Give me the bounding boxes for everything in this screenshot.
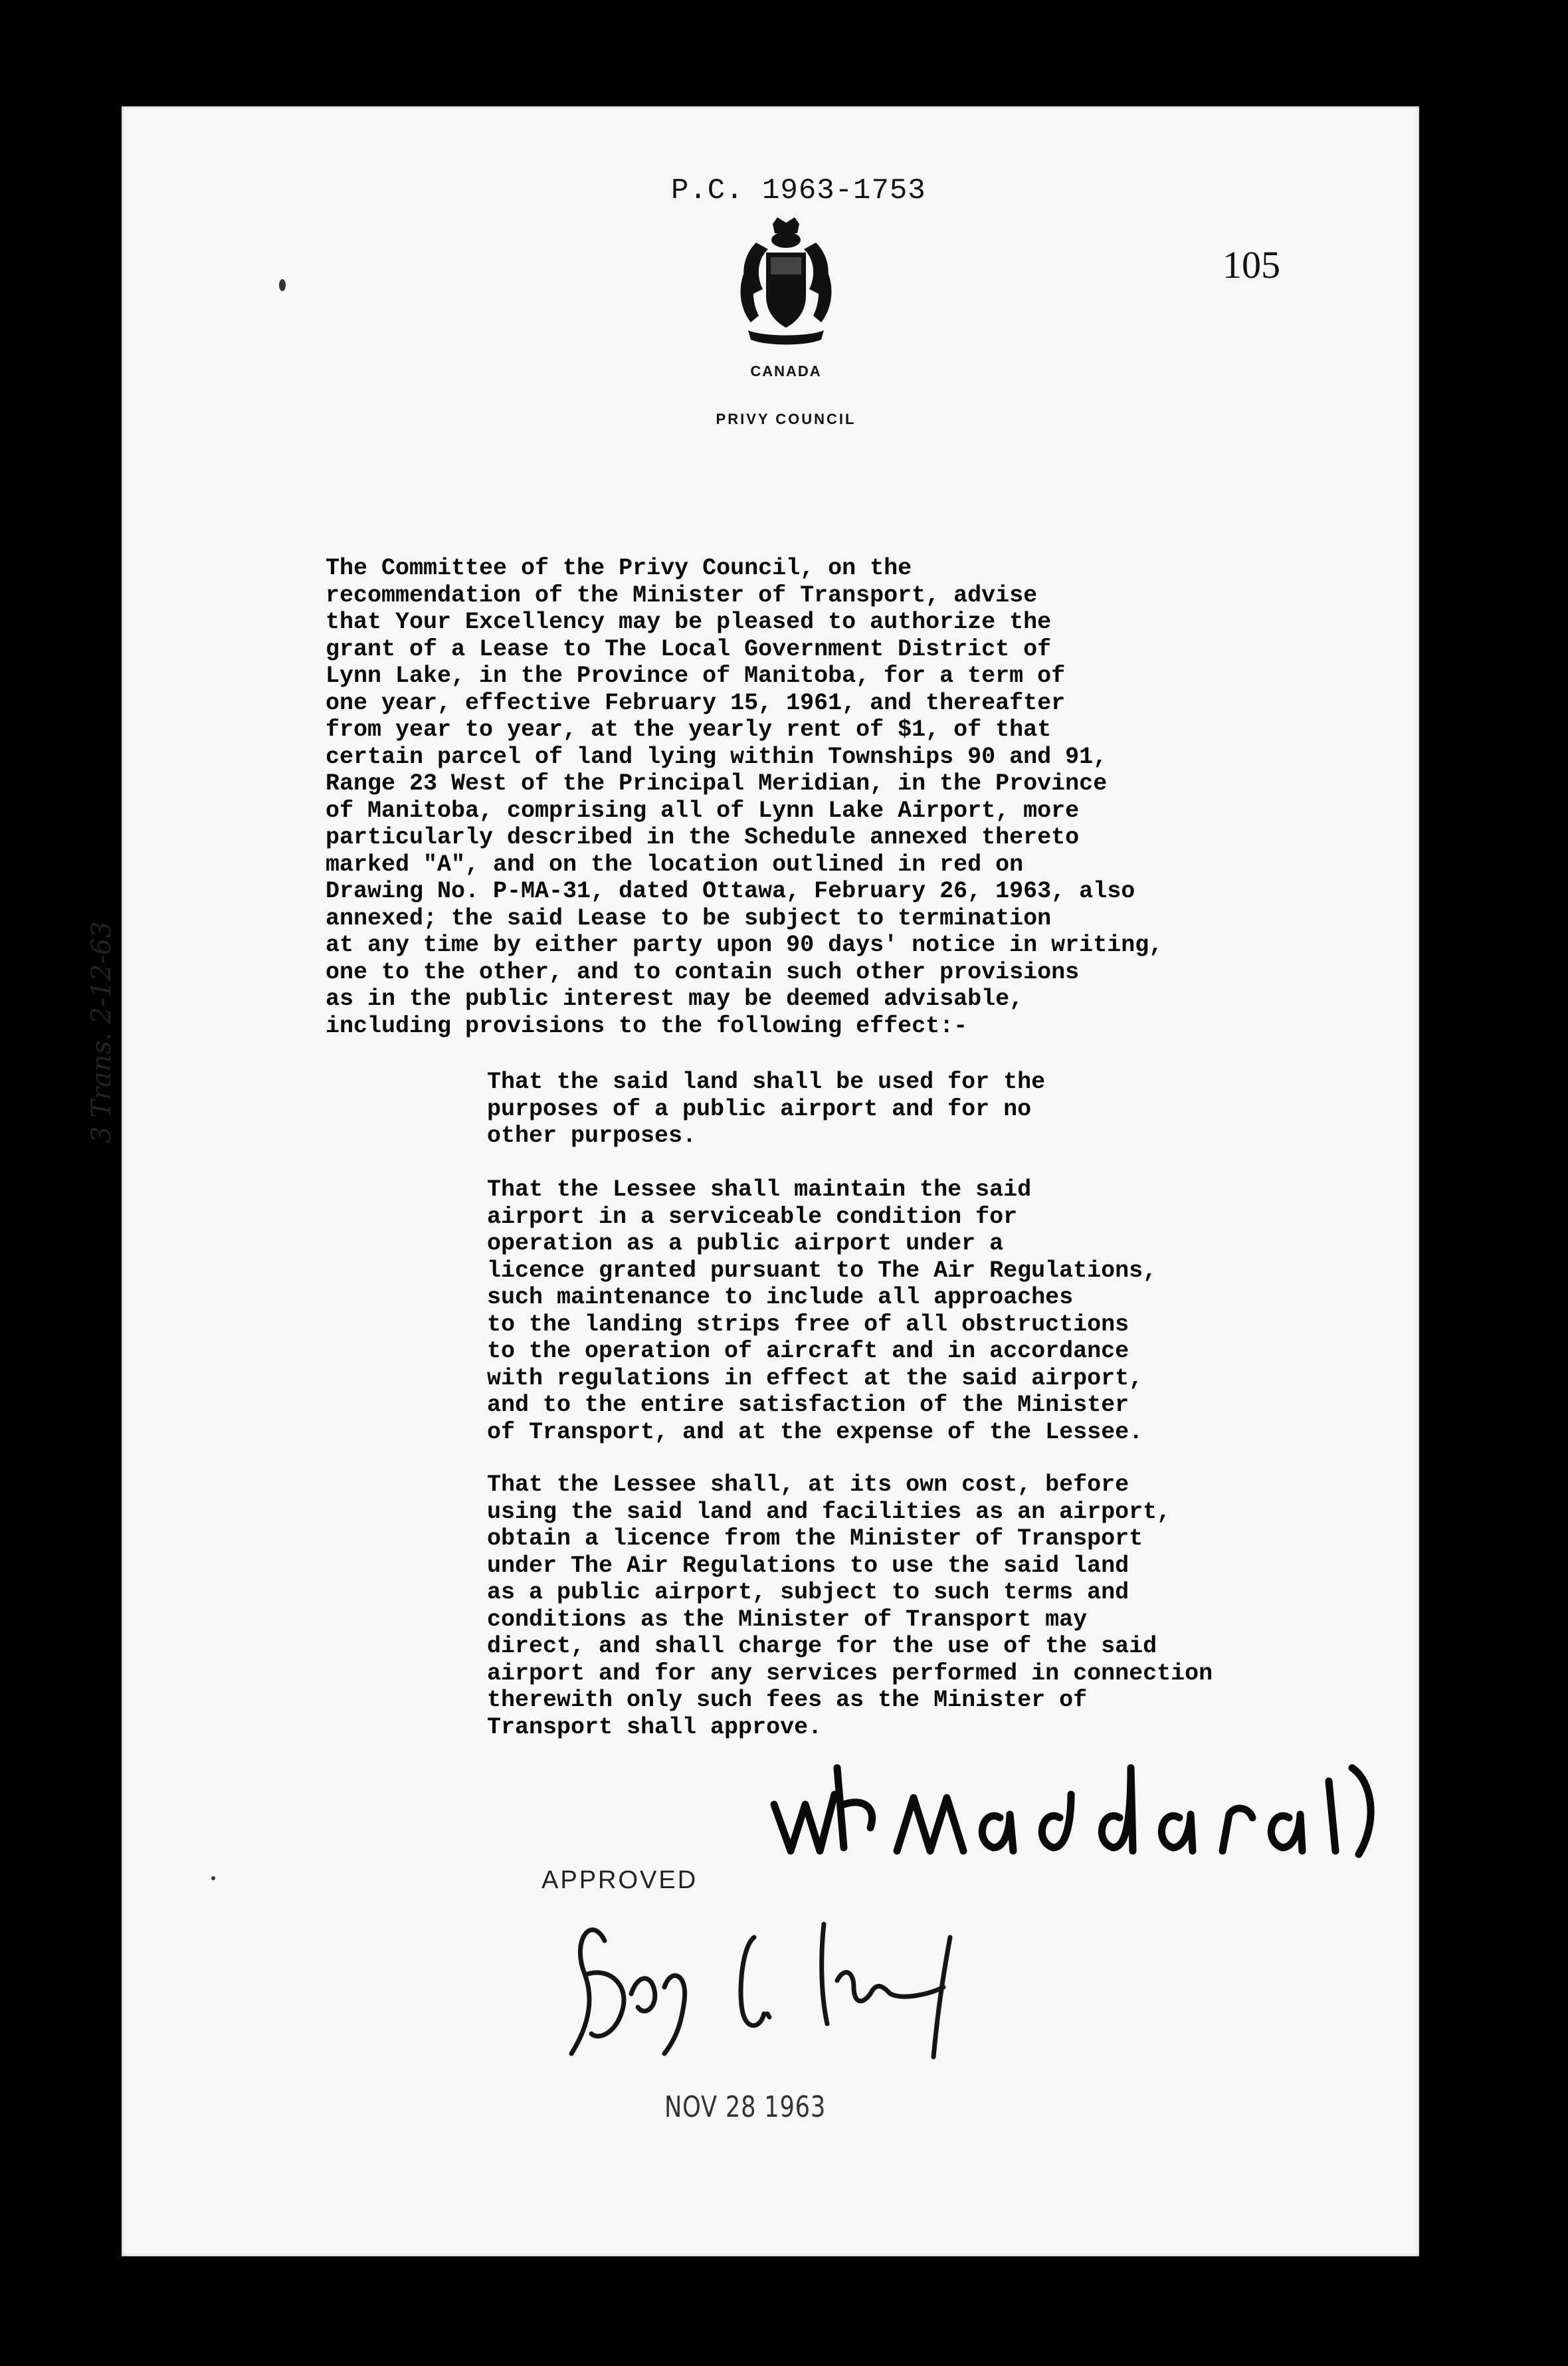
signature-macdonald bbox=[764, 1741, 1389, 1861]
approved-label: APPROVED bbox=[541, 1866, 698, 1894]
paragraph-provision-maintenance: That the Lessee shall maintain the said airport in a serviceable condition for operation as a public airport under a licence granted pursuant to The Air Regulations, such maintenance to include all approaches to the landing strips free of all obstructions to the operation of aircraft and in accordance with regulations in effect at the said airport, and to the entire satisfaction of the Minister of Transport, and at the expense of the Lessee. bbox=[487, 1176, 1157, 1446]
paper-speck bbox=[211, 1876, 215, 1880]
page-number: 105 bbox=[1223, 243, 1280, 286]
date-stamp: NOV 28 1963 bbox=[664, 2090, 827, 2124]
paper-speck bbox=[279, 279, 286, 291]
paragraph-provision-use: That the said land shall be used for the purposes of a public airport and for no other purposes. bbox=[487, 1069, 1046, 1149]
paragraph-provision-licence: That the Lessee shall, at its own cost, before using the said land and facilities as an airport, obtain a licence from the Minister of Transport under The Air Regulations to use the said land as a public airport, subject to such terms and conditions as the Minister of Transport may direct, and shall charge for the use of the said airport and for any services performed in connection therewith only such fees as the Minister of Transport shall approve. bbox=[487, 1471, 1213, 1741]
handwritten-margin-note: 3 Trans. 2-12-63 bbox=[86, 921, 117, 1143]
signature-governor-general bbox=[558, 1901, 983, 2074]
pc-number: P.C. 1963-1753 bbox=[671, 174, 926, 207]
header-canada: CANADA bbox=[750, 363, 822, 379]
paragraph-recommendation: The Committee of the Privy Council, on the recommendation of the Minister of Transport, advise that Your Excellency may be pleased to authorize the grant of a Lease to The Local Government District of Lynn Lake, in the Province of Manitoba, for a term of one year, effective February 15, 1961, and thereafter from year to year, at the yearly rent of $1, of that certain parcel of land lying within Townships 90 and 91, Range 23 West of the Principal Meridian, in the Province of Manitoba, comprising all of Lynn Lake Airport, more particularly described in the Schedule annexed thereto marked "A", and on the location outlined in red on Drawing No. P-MA-31, dated Ottawa, February 26, 1963, also annexed; the said Lease to be subject to termination at any time by either party upon 90 days' notice in writing, one to the other, and to contain such other provisions as in the public interest may be deemed advisable, including provisions to the following effect:- bbox=[326, 555, 1163, 1039]
coat-of-arms-icon bbox=[736, 216, 836, 349]
header-privy-council: PRIVY COUNCIL bbox=[716, 411, 856, 427]
